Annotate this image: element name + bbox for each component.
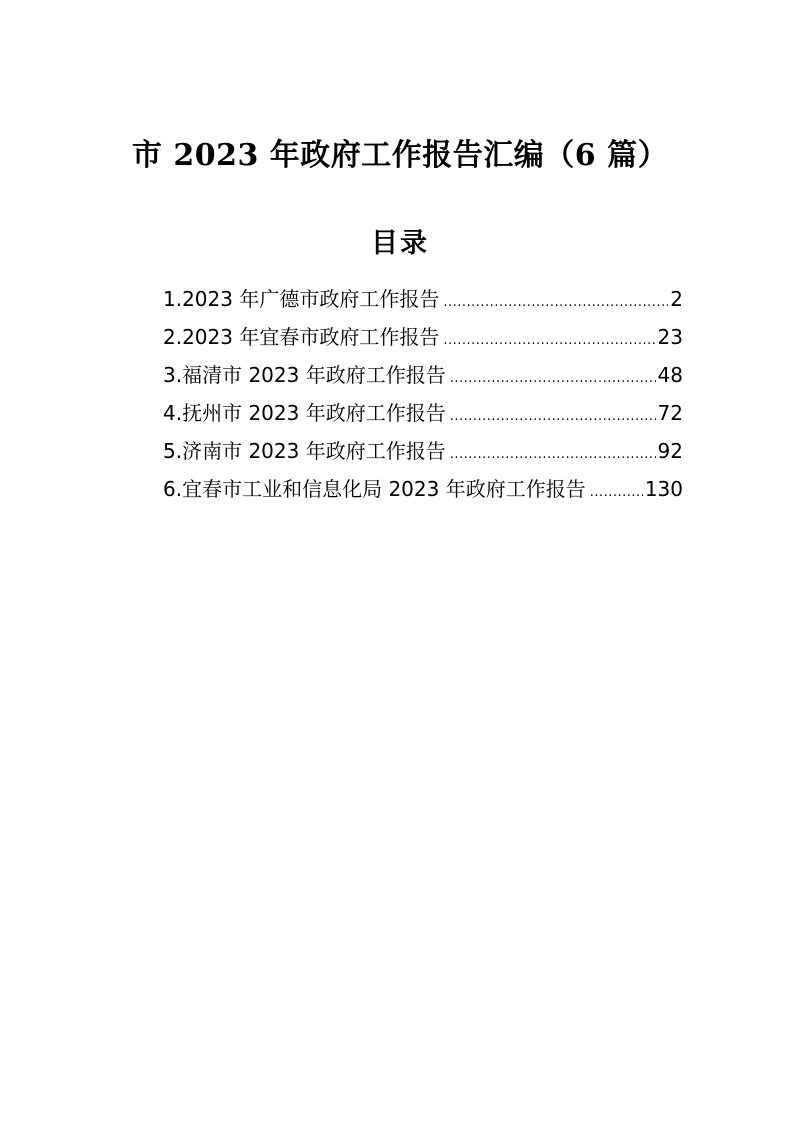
toc-entry-title: 5.济南市 2023 年政府工作报告 (163, 439, 446, 463)
toc-page-number: 23 (657, 325, 683, 349)
toc-entry-title: 4.抚州市 2023 年政府工作报告 (163, 401, 446, 425)
toc-entry[interactable] (163, 394, 683, 432)
toc-entry-title: 2.2023 年宜春市政府工作报告 (163, 325, 440, 349)
toc-dot-leader (443, 284, 668, 322)
toc-page-number: 48 (657, 363, 683, 387)
toc-entry[interactable] (163, 318, 683, 356)
toc-page-number: 130 (644, 477, 683, 501)
document-title: 市 2023 年政府工作报告汇编（6 篇） (131, 138, 669, 173)
table-of-contents (163, 280, 683, 508)
toc-dot-leader (450, 398, 656, 436)
toc-dot-leader (590, 474, 643, 512)
toc-entry[interactable] (163, 356, 683, 394)
toc-page-number: 72 (657, 401, 683, 425)
toc-dot-leader (450, 360, 656, 398)
toc-page-number: 92 (657, 439, 683, 463)
toc-entry-title: 1.2023 年广德市政府工作报告 (163, 287, 440, 311)
toc-dot-leader (443, 322, 655, 360)
toc-entry-title: 6.宜春市工业和信息化局 2023 年政府工作报告 (163, 477, 586, 501)
toc-entry[interactable] (163, 280, 683, 318)
toc-entry[interactable] (163, 470, 683, 508)
toc-dot-leader (450, 436, 656, 474)
toc-entry[interactable] (163, 432, 683, 470)
toc-page-number: 2 (670, 287, 683, 311)
toc-heading: 目录 (371, 228, 429, 259)
toc-entry-title: 3.福清市 2023 年政府工作报告 (163, 363, 446, 387)
